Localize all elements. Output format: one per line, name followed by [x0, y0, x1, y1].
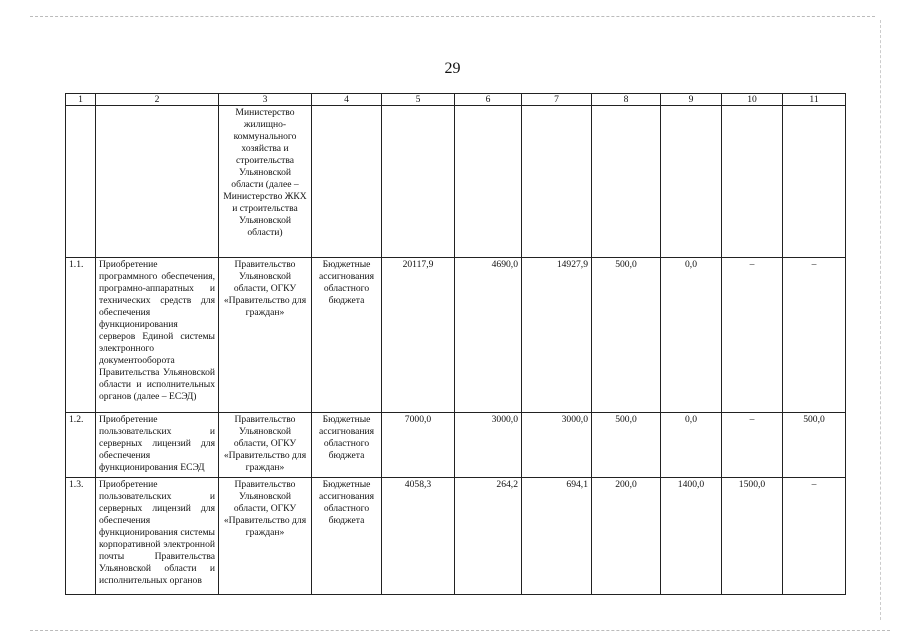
value-cell-col10: –	[722, 413, 783, 478]
value-cell-col8: 500,0	[592, 413, 661, 478]
table-cell	[783, 106, 846, 258]
activity-name-cell: Приобретение программного обеспечения, програмно-аппаратных и технических средств для обеспечения функционирования серверов Единой системы электронного документооборота Правительства Ульяновской области и исполнительных органов (далее – ЕСЭД)	[96, 258, 219, 413]
executor-cell: Правительство Ульяновской области, ОГКУ «Правительство для граждан»	[219, 478, 312, 595]
executor-cell: Министерство жилищно-коммунального хозяйства и строительства Ульяновской области (далее – Министерство ЖКХ и строительства Ульяновской области)	[219, 106, 312, 258]
value-cell-col9: 0,0	[661, 258, 722, 413]
page-edge-top	[30, 16, 875, 18]
value-cell-col7: 3000,0	[522, 413, 592, 478]
value-cell-col5: 4058,3	[382, 478, 455, 595]
header-cell: 10	[722, 94, 783, 106]
value-cell-col11: –	[783, 258, 846, 413]
value-cell-col6: 264,2	[455, 478, 522, 595]
header-cell: 7	[522, 94, 592, 106]
activity-name-cell: Приобретение пользовательских и серверных лицензий для обеспечения функционирования системы корпоративной электронной почты Правительства Ульяновской области и исполнительных органов	[96, 478, 219, 595]
page-edge-bottom	[30, 630, 890, 632]
budget-table	[65, 93, 846, 595]
header-row	[66, 94, 846, 106]
table-row	[66, 258, 846, 413]
activity-name-cell: Приобретение пользовательских и серверных лицензий для обеспечения функционирования ЕСЭД	[96, 413, 219, 478]
value-cell-col9: 0,0	[661, 413, 722, 478]
page-number: 29	[444, 60, 461, 77]
table-cell	[96, 106, 219, 258]
executor-cell: Правительство Ульяновской области, ОГКУ «Правительство для граждан»	[219, 258, 312, 413]
header-cell: 3	[219, 94, 312, 106]
table-row-continuation	[66, 106, 846, 258]
page-edge-right	[880, 20, 882, 620]
header-cell: 1	[66, 94, 96, 106]
value-cell-col10: –	[722, 258, 783, 413]
value-cell-col5: 7000,0	[382, 413, 455, 478]
table-cell	[66, 106, 96, 258]
row-number-cell: 1.1.	[66, 258, 96, 413]
table-cell	[592, 106, 661, 258]
table-cell	[522, 106, 592, 258]
funding-source-cell: Бюджетные ассигнования областного бюджета	[312, 413, 382, 478]
value-cell-col7: 14927,9	[522, 258, 592, 413]
header-cell: 5	[382, 94, 455, 106]
table-cell	[722, 106, 783, 258]
row-number-cell: 1.3.	[66, 478, 96, 595]
table-cell	[382, 106, 455, 258]
value-cell-col10: 1500,0	[722, 478, 783, 595]
value-cell-col9: 1400,0	[661, 478, 722, 595]
table-row	[66, 413, 846, 478]
header-cell: 9	[661, 94, 722, 106]
table-cell	[455, 106, 522, 258]
value-cell-col7: 694,1	[522, 478, 592, 595]
header-cell: 4	[312, 94, 382, 106]
funding-source-cell: Бюджетные ассигнования областного бюджета	[312, 258, 382, 413]
header-cell: 8	[592, 94, 661, 106]
table-cell	[661, 106, 722, 258]
value-cell-col6: 3000,0	[455, 413, 522, 478]
value-cell-col5: 20117,9	[382, 258, 455, 413]
header-cell: 2	[96, 94, 219, 106]
row-number-cell: 1.2.	[66, 413, 96, 478]
value-cell-col11: 500,0	[783, 413, 846, 478]
header-cell: 11	[783, 94, 846, 106]
value-cell-col8: 500,0	[592, 258, 661, 413]
header-cell: 6	[455, 94, 522, 106]
funding-source-cell: Бюджетные ассигнования областного бюджета	[312, 478, 382, 595]
table-cell	[312, 106, 382, 258]
executor-cell: Правительство Ульяновской области, ОГКУ «Правительство для граждан»	[219, 413, 312, 478]
value-cell-col6: 4690,0	[455, 258, 522, 413]
value-cell-col8: 200,0	[592, 478, 661, 595]
table-row	[66, 478, 846, 595]
value-cell-col11: –	[783, 478, 846, 595]
